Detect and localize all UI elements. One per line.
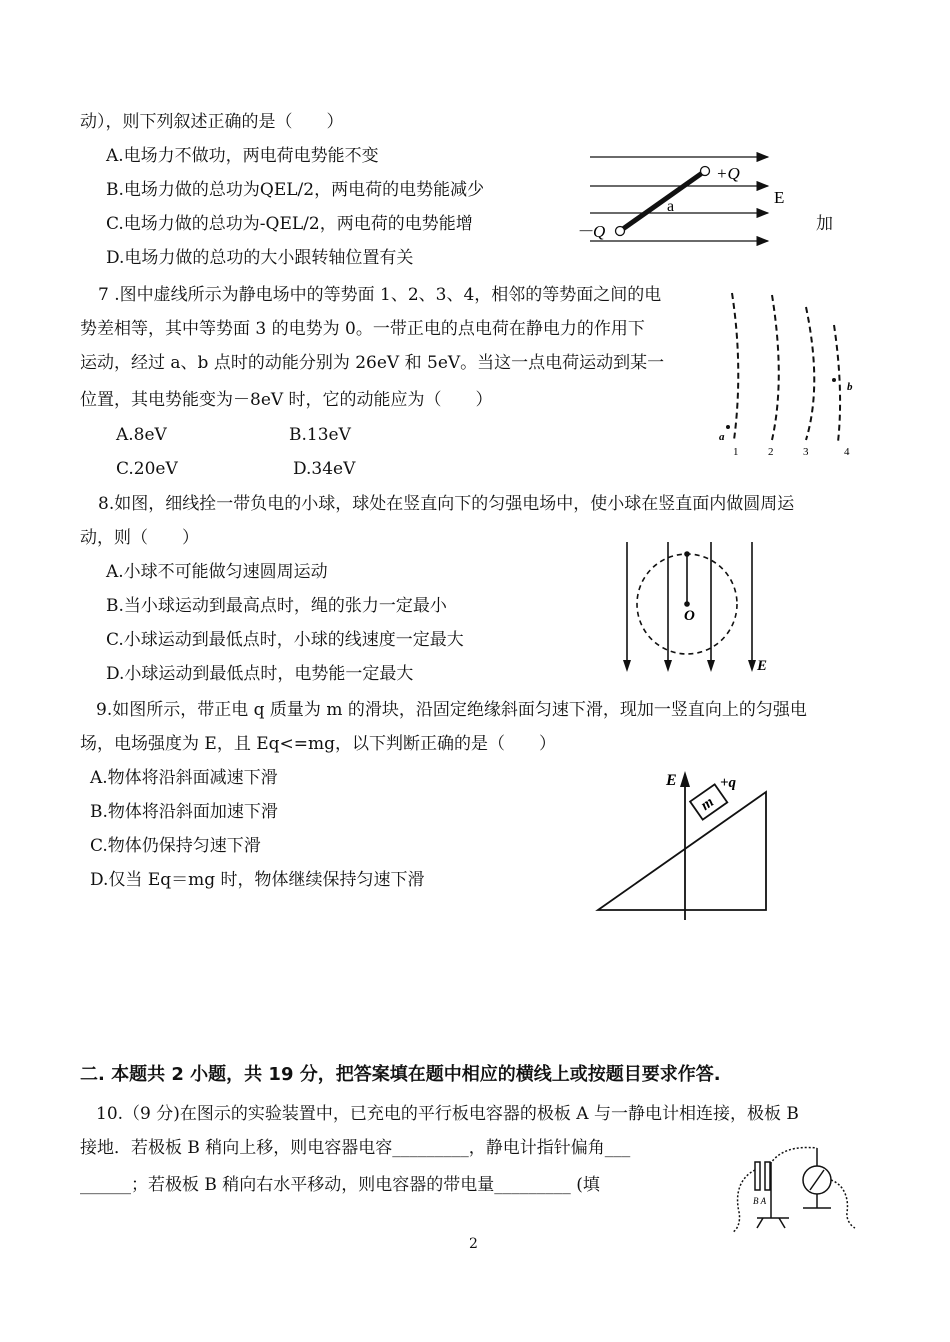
q7-option-c: C.20eV <box>116 459 178 479</box>
incline <box>598 792 766 910</box>
q6-option-d: D.电场力做的总功的大小跟转轴位置有关 <box>106 248 414 268</box>
plus-q-label: +Q <box>716 164 740 183</box>
q6-option-b: B.电场力做的总功为QEL/2，两电荷的电势能减少 <box>106 180 485 200</box>
point-a-label: a <box>667 198 675 215</box>
dipole-rod <box>620 171 705 231</box>
plate-a <box>765 1162 770 1190</box>
field-e-label: E <box>666 772 677 789</box>
field-e-label: E <box>774 188 785 207</box>
q7-line-4: 位置，其电势能变为－8eV 时，它的动能应为（ ） <box>80 390 493 410</box>
field-arrowhead <box>680 771 690 787</box>
q6-stem-tail: 动），则下列叙述正确的是（ ） <box>80 112 344 132</box>
q8-option-b: B.当小球运动到最高点时，绳的张力一定最小 <box>106 596 447 616</box>
mass-m-label: m <box>698 794 717 814</box>
center-o-label: O <box>684 608 695 624</box>
q8-option-c: C.小球运动到最低点时，小球的线速度一定最大 <box>106 630 464 650</box>
q9-line-1: 9.如图所示，带正电 q 质量为 m 的滑块，沿固定绝缘斜面匀速下滑，现加一竖直向上的匀强电 <box>96 700 807 720</box>
q10-line-2: 接地．若极板 B 稍向上移，则电容器电容_________，静电计指针偏角___ <box>80 1138 631 1158</box>
surface-label-2: 2 <box>768 446 774 458</box>
surface-label-3: 3 <box>803 446 809 458</box>
charge-q-label: +q <box>720 775 737 791</box>
point-b-label: b <box>847 381 853 393</box>
equipotential-4 <box>834 325 840 442</box>
q8-figure-circular-motion <box>615 538 785 683</box>
q8-option-a: A.小球不可能做匀速圆周运动 <box>106 562 328 582</box>
q7-line-1: 7 .图中虚线所示为静电场中的等势面 1、2、3、4，相邻的等势面之间的电 <box>98 285 662 305</box>
ball <box>684 551 690 557</box>
equipotential-2 <box>772 295 779 440</box>
q8-line-1: 8.如图，细线拴一带负电的小球，球处在竖直向下的匀强电场中，使小球在竖直面内做圆周运 <box>98 494 795 514</box>
q7-option-d: D.34eV <box>293 459 356 479</box>
q7-line-2: 势差相等，其中等势面 3 的电势为 0。一带正电的点电荷在静电力的作用下 <box>80 319 645 339</box>
minus-charge <box>616 227 625 236</box>
q6-figure-dipole-in-field <box>560 140 810 255</box>
electrometer-ground-wire <box>831 1180 855 1228</box>
q10-figure-capacitor-electrometer <box>725 1140 865 1235</box>
q9-option-c: C.物体仍保持匀速下滑 <box>90 836 261 856</box>
q9-line-2: 场，电场强度为 E，且 Eq<=mg，以下判断正确的是（ ） <box>80 734 556 754</box>
surface-label-1: 1 <box>733 446 739 458</box>
ground-wire <box>733 1170 755 1232</box>
q7-line-3: 运动，经过 a、b 点时的动能分别为 26eV 和 5eV。当这一点电荷运动到某一 <box>80 353 665 373</box>
plus-charge <box>701 167 710 176</box>
q10-line-3: ______；若极板 B 稍向右水平移动，则电容器的带电量_________ (填 <box>80 1175 600 1195</box>
connect-wire <box>770 1148 817 1164</box>
point-b <box>832 378 836 382</box>
equipotential-3 <box>806 307 814 440</box>
section-2-heading: 二. 本题共 2 小题，共 19 分，把答案填在题中相应的横线上或按题目要求作答. <box>80 1064 721 1085</box>
q9-option-b: B.物体将沿斜面加速下滑 <box>90 802 278 822</box>
q8-option-d: D.小球运动到最低点时，电势能一定最大 <box>106 664 414 684</box>
plate-b <box>755 1162 760 1190</box>
field-e-label: E <box>757 658 768 674</box>
q9-option-d: D.仅当 Eq＝mg 时，物体继续保持匀速下滑 <box>90 870 425 890</box>
q7-option-a: A.8eV <box>116 425 167 445</box>
minus-q-label: －Q <box>576 222 606 241</box>
equipotential-1 <box>732 293 738 440</box>
plate-labels: B A <box>753 1196 767 1206</box>
point-a-label: a <box>719 431 725 443</box>
q6-option-a: A.电场力不做功，两电荷电势能不变 <box>106 146 379 166</box>
q7-option-b: B.13eV <box>289 425 351 445</box>
q9-figure-incline <box>590 765 780 925</box>
q6-option-c: C.电场力做的总功为-QEL/2，两电荷的电势能增 <box>106 214 473 234</box>
q10-line-1: 10.（9 分)在图示的实验装置中，已充电的平行板电容器的极板 A 与一静电计相连接，极板 B <box>96 1104 799 1124</box>
pivot-o <box>684 601 690 607</box>
q7-figure-equipotentials <box>710 285 870 465</box>
q8-line-2: 动，则（ ） <box>80 528 199 548</box>
surface-label-4: 4 <box>844 446 850 458</box>
q6-option-c-tail: 加 <box>816 214 833 234</box>
q9-option-a: A.物体将沿斜面减速下滑 <box>90 768 278 788</box>
point-a <box>726 425 730 429</box>
page-number: 2 <box>469 1236 478 1252</box>
